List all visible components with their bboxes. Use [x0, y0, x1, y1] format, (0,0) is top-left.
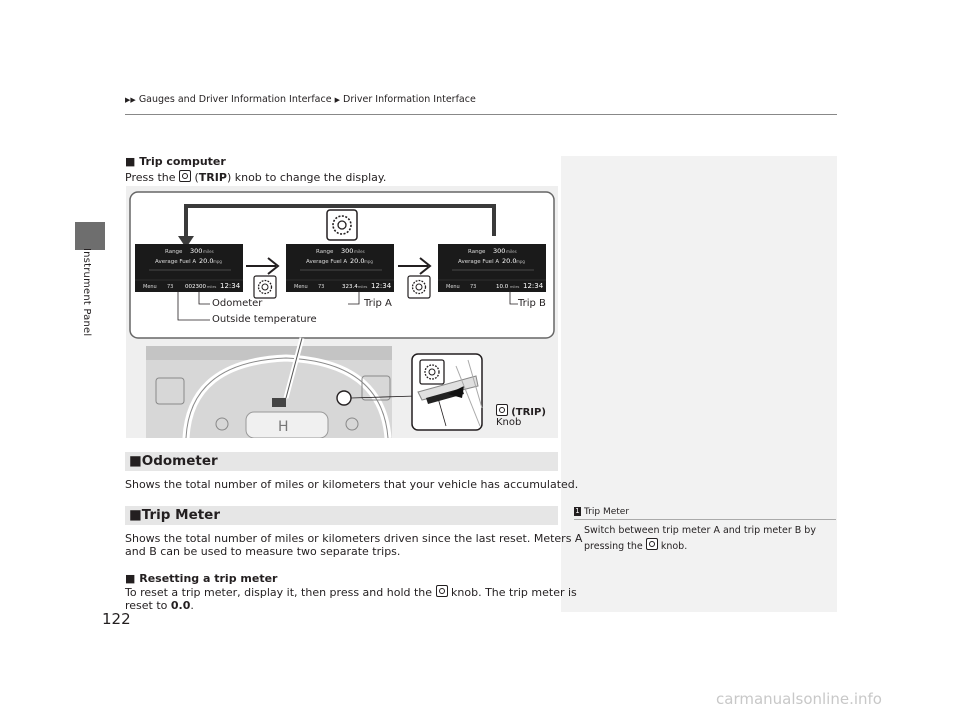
svg-text:002300: 002300 — [185, 284, 206, 290]
odometer-description: Shows the total number of miles or kilometers that your vehicle has accumulated. — [125, 478, 579, 491]
knob-highlight — [337, 391, 351, 405]
trip-computer-figure — [126, 186, 558, 438]
svg-text:Menu: Menu — [446, 284, 460, 290]
knob-icon-mid-1 — [254, 276, 276, 298]
svg-text:Menu: Menu — [294, 284, 308, 290]
note-line-2 — [584, 538, 816, 554]
footer-watermark: carmanualsonline.info — [716, 690, 882, 708]
svg-text:Average Fuel A: Average Fuel A — [155, 259, 197, 265]
trip-knob-icon — [646, 538, 658, 550]
note-text-b: knob. — [660, 541, 688, 552]
svg-text:Average Fuel A: Average Fuel A — [458, 259, 500, 265]
svg-text:mpg: mpg — [516, 259, 525, 264]
note-line-1: Switch between trip meter A and trip meter B by — [584, 525, 816, 536]
figure-svg — [126, 186, 558, 438]
trip-knob-icon — [179, 170, 191, 182]
trip-meter-section-bar — [125, 506, 558, 525]
page-number: 122 — [102, 610, 131, 628]
svg-text:Menu: Menu — [143, 284, 157, 290]
instruction-trip-word: TRIP — [198, 171, 227, 184]
reset-value: 0.0 — [170, 599, 191, 612]
svg-text:73: 73 — [470, 284, 477, 290]
svg-text:300: 300 — [493, 247, 506, 255]
svg-text:mpg: mpg — [213, 259, 222, 264]
label-trip-a: Trip A — [364, 298, 392, 309]
label-trip-knob — [496, 404, 546, 418]
chapter-tab — [75, 222, 105, 250]
odometer-heading: ■Odometer — [129, 453, 218, 469]
odometer-section-bar — [125, 452, 558, 471]
reset-text-c: reset to — [125, 599, 168, 612]
trip-knob-icon — [436, 585, 448, 597]
display-screen-trip-b — [438, 244, 546, 292]
note-divider — [574, 519, 836, 520]
svg-text:miles: miles — [506, 249, 517, 254]
display-screen-trip-a — [286, 244, 394, 292]
note-title: Trip Meter — [584, 507, 630, 517]
reset-text-b: knob. The trip meter is — [451, 586, 577, 599]
breadcrumb-arrow-icon: ▶▶ — [125, 96, 136, 104]
svg-text:12:34: 12:34 — [220, 282, 241, 290]
breadcrumb-item-2[interactable]: Driver Information Interface — [343, 94, 476, 105]
label-odometer: Odometer — [212, 298, 263, 309]
svg-text:12:34: 12:34 — [523, 282, 544, 290]
svg-text:323.4: 323.4 — [342, 284, 358, 290]
note-text-a: pressing the — [584, 541, 643, 552]
svg-text:Range: Range — [468, 249, 486, 255]
label-trip-b: Trip B — [518, 298, 546, 309]
reset-heading: ■ Resetting a trip meter — [125, 572, 278, 585]
svg-text:Range: Range — [316, 249, 334, 255]
steering-logo-icon: H — [278, 419, 289, 435]
header-divider — [125, 114, 837, 115]
breadcrumb — [125, 94, 476, 105]
reset-text-a: To reset a trip meter, display it, then press and hold the — [125, 586, 433, 599]
reset-instruction-2 — [125, 599, 194, 613]
reset-text-d: . — [190, 599, 194, 612]
breadcrumb-item-1[interactable]: Gauges and Driver Information Interface — [138, 94, 332, 105]
svg-text:20.0: 20.0 — [350, 257, 365, 265]
display-screen-odometer — [135, 244, 243, 292]
label-knob: Knob — [496, 417, 522, 428]
note-body — [584, 523, 816, 554]
svg-text:300: 300 — [190, 247, 203, 255]
svg-text:73: 73 — [318, 284, 325, 290]
screen-range: Range — [165, 249, 183, 255]
chapter-label: Instrument Panel — [81, 248, 92, 337]
svg-text:miles: miles — [207, 285, 217, 289]
breadcrumb-arrow-icon: ▶ — [334, 96, 340, 104]
svg-text:20.0: 20.0 — [199, 257, 214, 265]
trip-computer-heading: ■ Trip computer — [125, 155, 226, 168]
reset-instruction-1 — [125, 585, 577, 600]
instruction-text-a: Press the — [125, 171, 176, 184]
svg-text:Average Fuel A: Average Fuel A — [306, 259, 348, 265]
trip-meter-description-2: and B can be used to measure two separate trips. — [125, 545, 401, 558]
trip-meter-heading: ■Trip Meter — [129, 507, 220, 523]
svg-text:12:34: 12:34 — [371, 282, 392, 290]
knob-inset — [412, 354, 482, 430]
label-outside-temperature: Outside temperature — [212, 314, 317, 325]
svg-text:73: 73 — [167, 284, 174, 290]
svg-text:300: 300 — [341, 247, 354, 255]
label-trip-knob-text: (TRIP) — [511, 407, 546, 418]
svg-text:miles: miles — [510, 285, 520, 289]
svg-text:20.0: 20.0 — [502, 257, 517, 265]
svg-text:mpg: mpg — [364, 259, 373, 264]
trip-meter-description-1: Shows the total number of miles or kilometers driven since the last reset. Meters A — [125, 532, 583, 545]
knob-icon-top — [327, 210, 357, 240]
svg-text:10.0: 10.0 — [496, 284, 509, 290]
svg-text:miles: miles — [358, 285, 368, 289]
knob-icon-mid-2 — [408, 276, 430, 298]
instruction-text-b: ) knob to change the display. — [226, 171, 387, 184]
note-number-badge: 1 — [575, 507, 580, 515]
svg-text:miles: miles — [203, 249, 214, 254]
svg-text:miles: miles — [354, 249, 365, 254]
instruction-paren: ( — [194, 171, 199, 184]
trip-knob-icon — [496, 404, 508, 416]
trip-computer-instruction — [125, 170, 386, 185]
